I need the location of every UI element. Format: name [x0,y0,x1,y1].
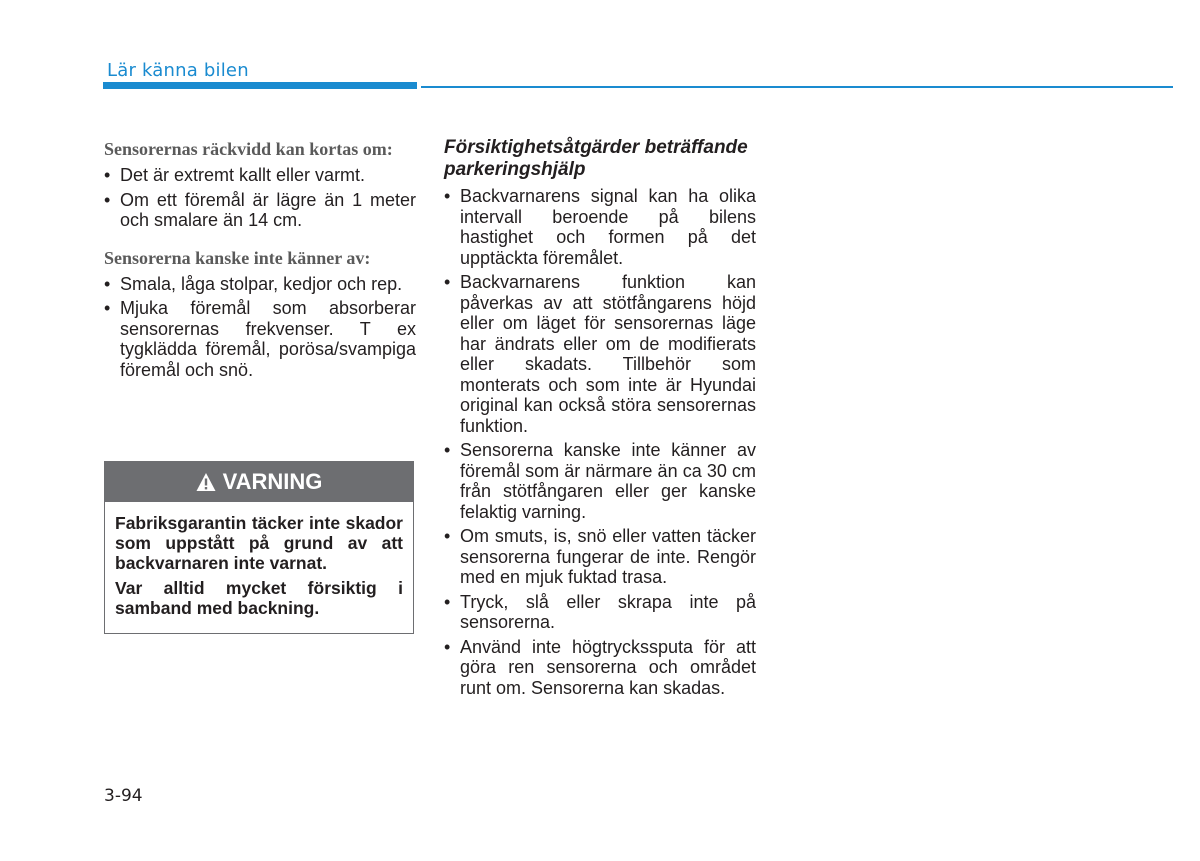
warning-title: VARNING [222,469,323,494]
list-item: • Mjuka föremål som absorberar sensorernas frekvenser. T ex tygklädda föremål, porösa/svampiga föremål och snö. [104,298,416,380]
warning-triangle-icon [196,472,216,492]
list-item: • Om smuts, is, snö eller vatten täcker sensorerna fungerar de inte. Rengör med en mjuk fuktad trasa. [444,526,756,588]
warning-box [104,461,414,634]
range-list [104,165,416,231]
list-item: • Backvarnarens signal kan ha olika intervall beroende på bilens hastighet och formen på det upptäckta föremålet. [444,186,756,268]
list-item: • Backvarnarens funktion kan påverkas av att stötfångarens höjd eller om läget för sensorernas läge har ändrats eller om de modifierats eller skadats. Tillbehör som monterats och som inte är Hyundai original kan också störa sensorernas funktion. [444,272,756,436]
list-item: • Det är extremt kallt eller varmt. [104,165,416,186]
detection-list [104,274,416,381]
list-item: • Om ett föremål är lägre än 1 meter och smalare än 14 cm. [104,190,416,231]
range-heading: Sensorernas räckvidd kan kortas om: [104,139,393,159]
page-number: 3-94 [104,786,143,806]
warning-header [105,462,413,502]
warning-body [105,502,413,618]
detection-heading: Sensorerna kanske inte känner av: [104,247,371,268]
right-column [444,137,756,702]
list-item: • Smala, låga stolpar, kedjor och rep. [104,274,416,295]
warning-paragraph: Fabriksgarantin täcker inte skador som uppstått på grund av att backvarnaren inte varnat. [115,513,403,573]
precautions-list [444,186,756,698]
warning-paragraph: Var alltid mycket försiktig i samband med backning. [115,578,403,618]
list-item: • Använd inte högtryckssputa för att göra ren sensorerna och området runt om. Sensorerna kan skadas. [444,637,756,699]
left-column [104,139,416,384]
header-rule-thin [421,86,1173,88]
list-item: • Sensorerna kanske inte känner av föremål som är närmare än ca 30 cm från stötfångaren eller ger kanske felaktig varning. [444,440,756,522]
section-title: Lär känna bilen [107,60,249,81]
precautions-heading: Försiktighetsåtgärder beträffande parkeringshjälp [444,137,748,180]
header-rule-thick [103,82,417,89]
list-item: • Tryck, slå eller skrapa inte på sensorerna. [444,592,756,633]
